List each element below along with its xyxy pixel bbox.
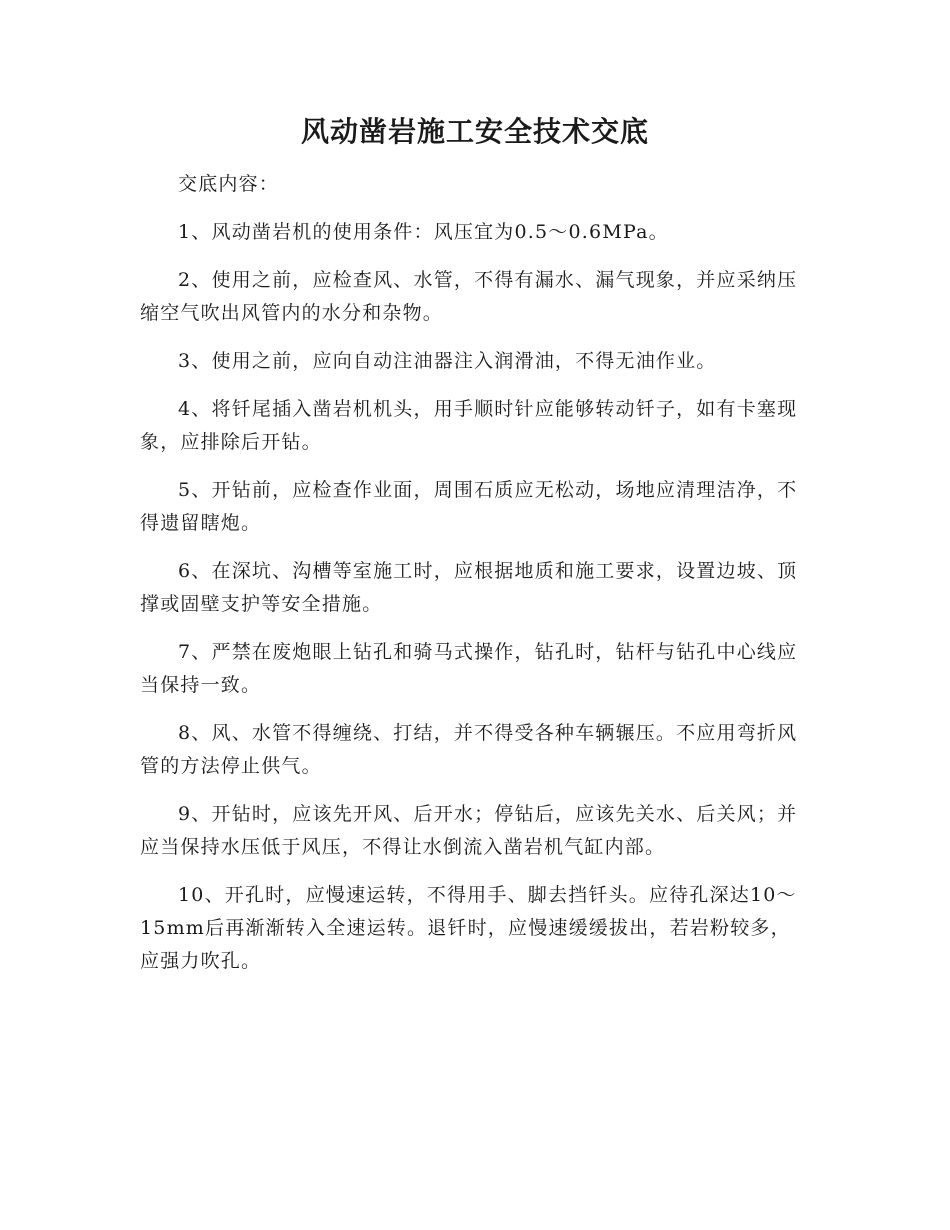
document-title: 风动凿岩施工安全技术交底 (300, 115, 649, 148)
paragraph-2: 2、使用之前，应检查风、水管，不得有漏水、漏气现象，并应采纳压缩空气吹出风管内的水分和杂物。 (140, 269, 798, 324)
paragraph-10: 10、开孔时，应慢速运转，不得用手、脚去挡钎头。应待孔深达10～15mm后再渐渐转入全速运转。退钎时，应慢速缓缓拔出，若岩粉较多，应强力吹孔。 (140, 884, 797, 972)
paragraph-4: 4、将钎尾插入凿岩机机头，用手顺时针应能够转动钎子，如有卡塞现象，应排除后开钻。 (140, 398, 798, 453)
paragraph-8: 8、风、水管不得缠绕、打结，并不得受各种车辆辗压。不应用弯折风管的方法停止供气。 (140, 722, 798, 777)
paragraph-6: 6、在深坑、沟槽等室施工时，应根据地质和施工要求，设置边坡、顶撑或固壁支护等安全措施。 (140, 560, 798, 615)
paragraph-9: 9、开钻时，应该先开风、后开水；停钻后，应该先关水、后关风；并应当保持水压低于风压，不得让水倒流入凿岩机气缸内部。 (140, 803, 798, 858)
paragraph-1: 1、风动凿岩机的使用条件：风压宜为0.5～0.6MPa。 (178, 221, 669, 243)
document-body (140, 168, 810, 978)
paragraph-5: 5、开钻前，应检查作业面，周围石质应无松动，场地应清理洁净，不得遗留瞎炮。 (140, 479, 798, 534)
paragraph-3: 3、使用之前，应向自动注油器注入润滑油，不得无油作业。 (178, 350, 717, 372)
paragraph-7: 7、严禁在废炮眼上钻孔和骑马式操作，钻孔时，钻杆与钻孔中心线应当保持一致。 (140, 641, 798, 696)
intro-paragraph: 交底内容： (178, 173, 280, 195)
